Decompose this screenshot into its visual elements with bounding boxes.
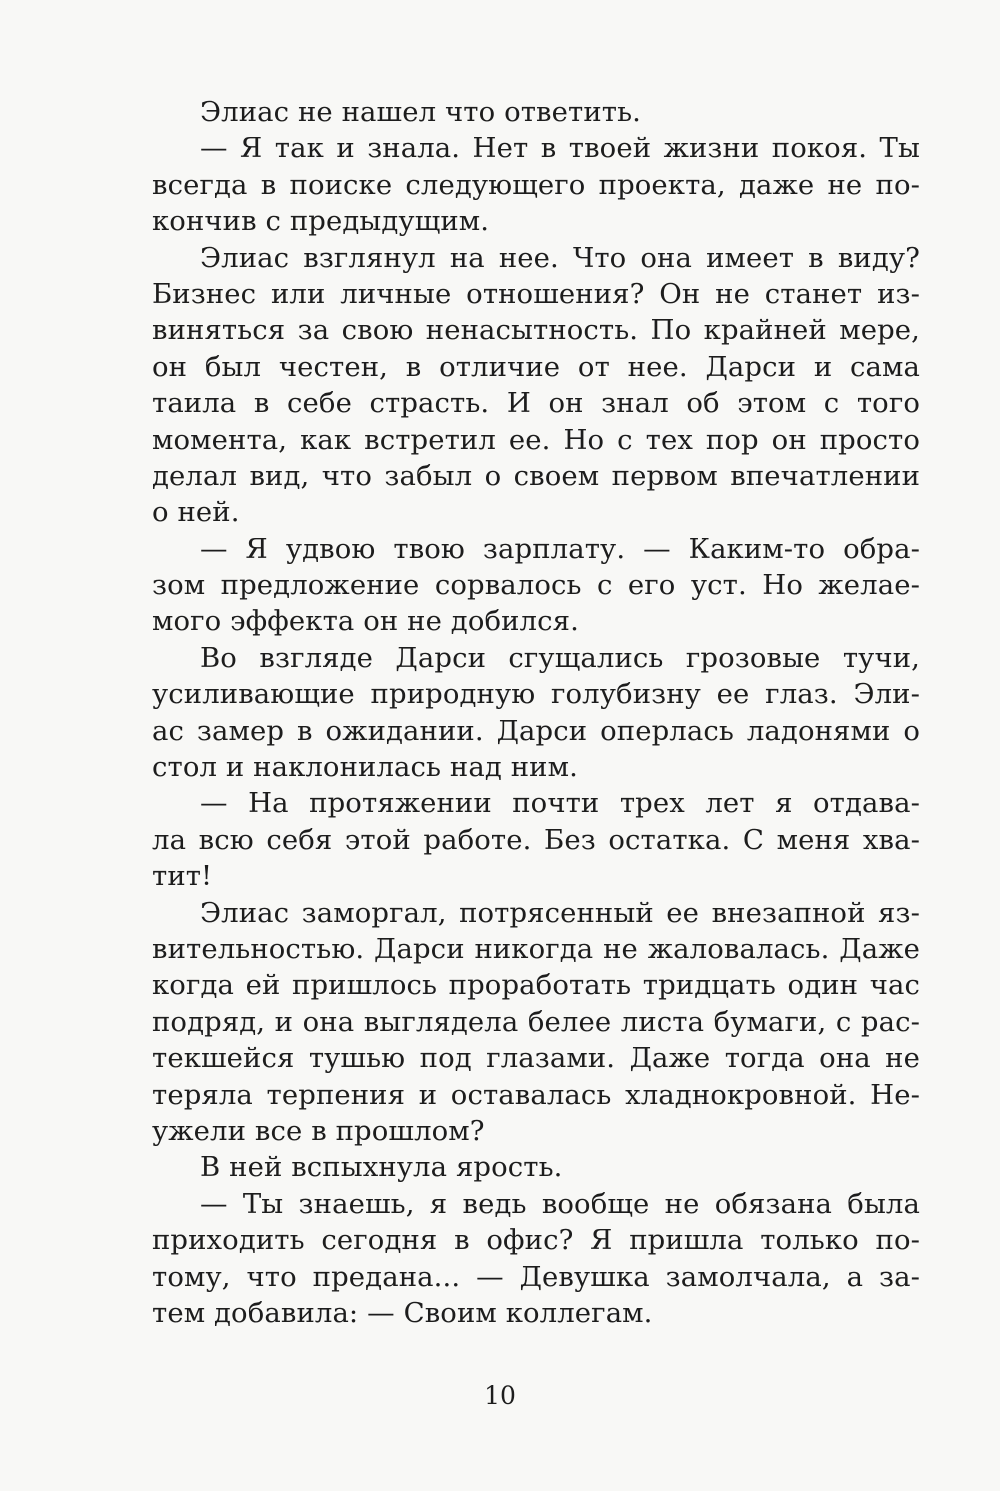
text-line: подряд, и она выглядела белее листа бумаги, с рас-	[152, 1005, 920, 1038]
text-line: — Ты знаешь, я ведь вообще не обязана была	[200, 1187, 920, 1220]
text-line: таила в себе страсть. И он знал об этом с того	[152, 387, 920, 420]
text-line: Элиас заморгал, потрясенный ее внезапной яз-	[200, 896, 920, 929]
text-line: ла всю себя этой работе. Без остатка. С меня хва-	[152, 823, 920, 856]
text-line: ас замер в ожидании. Дарси оперлась ладонями о	[152, 714, 920, 747]
text-line: усиливающие природную голубизну ее глаз. Эли-	[152, 678, 920, 711]
text-line: делал вид, что забыл о своем первом впечатлении	[152, 459, 920, 492]
text-line: ужели все в прошлом?	[152, 1114, 485, 1147]
text-line: теряла терпения и оставалась хладнокровной. Не-	[152, 1078, 920, 1111]
text-line: — На протяжении почти трех лет я отдава-	[200, 787, 920, 820]
text-line: зом предложение сорвалось с его уст. Но желае-	[152, 569, 920, 602]
text-line: В ней вспыхнула ярость.	[200, 1151, 563, 1184]
text-line: всегда в поиске следующего проекта, даже не по-	[152, 168, 920, 201]
text-line: вительностью. Дарси никогда не жаловалась. Даже	[152, 932, 920, 965]
text-line: Элиас не нашел что ответить.	[200, 96, 641, 128]
text-line: момента, как встретил ее. Но с тех пор он просто	[152, 423, 920, 456]
text-line: о ней.	[152, 496, 240, 529]
text-line: он был честен, в отличие от нее. Дарси и сама	[152, 350, 920, 383]
text-line: когда ей пришлось проработать тридцать один час	[152, 969, 920, 1002]
text-line: Элиас взглянул на нее. Что она имеет в виду?	[200, 241, 920, 274]
text-line: тому, что предана... — Девушка замолчала, а за-	[152, 1260, 920, 1293]
body-text	[152, 94, 920, 1331]
page-number: 10	[484, 1381, 516, 1410]
text-line: — Я удвою твою зарплату. — Каким-то обра-	[200, 532, 920, 565]
text-line: тит!	[152, 860, 213, 893]
text-line: тем добавила: — Своим коллегам.	[152, 1296, 653, 1329]
text-line: текшейся тушью под глазами. Даже тогда она не	[152, 1042, 920, 1075]
text-line: кончив с предыдущим.	[152, 205, 490, 238]
text-line: мого эффекта он не добился.	[152, 605, 579, 638]
text-line: виняться за свою ненасытность. По крайней мере,	[152, 314, 920, 347]
text-line: стол и наклонилась над ним.	[152, 751, 578, 784]
text-line: Бизнес или личные отношения? Он не станет из-	[152, 277, 920, 310]
text-line: — Я так и знала. Нет в твоей жизни покоя. Ты	[200, 132, 920, 165]
text-line: Во взгляде Дарси сгущались грозовые тучи,	[200, 641, 920, 674]
text-line: приходить сегодня в офис? Я пришла только по-	[152, 1224, 920, 1257]
